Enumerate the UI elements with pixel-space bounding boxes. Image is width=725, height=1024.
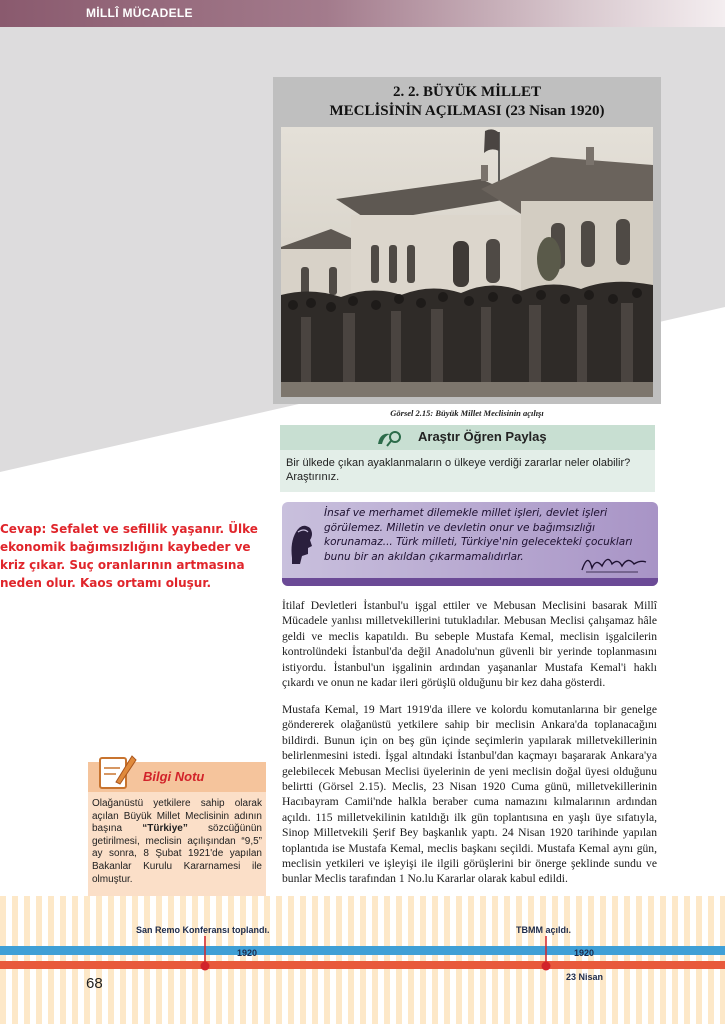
timeline-year-2: 1920 (574, 948, 595, 958)
research-question: Bir ülkede çıkan ayaklanmaların o ülkeye verdiği zararlar neler olabilir? Araştırınız. (286, 457, 631, 483)
section-title-line1: 2. 2. BÜYÜK MİLLET (393, 84, 541, 100)
section-header-title: MİLLÎ MÜCADELE (86, 6, 193, 20)
info-note-header (88, 762, 266, 792)
section-title-line2: MECLİSİNİN AÇILMASI (23 Nisan 1920) (329, 103, 605, 119)
info-note-text (92, 798, 262, 886)
timeline-event-san-remo: San Remo Konferansı toplandı. (136, 925, 270, 935)
page-header-bar (0, 0, 725, 27)
quote-bottom-strip (282, 578, 658, 586)
timeline (0, 896, 725, 1024)
quote-text: İnsaf ve merhamet dilemekle millet işleri, devlet işleri görülemez. Milletin ve devletin onur ve bağımsızlığı korunamaz... Türk milleti, Türkiye'nin gelecekteki çocukları bunu bir an akıldan çıkarmamalıdırlar. (324, 507, 633, 563)
research-header (280, 425, 655, 450)
ataturk-portrait-icon (288, 518, 314, 564)
answer-text: Cevap: Sefalet ve sefillik yaşanır. Ülke ekonomik bağımsızlığını kaybeder ve kriz çıkar. Suç oranlarının artmasına neden olur. Kaos ortamı oluşur. (0, 522, 258, 590)
info-note-highlight: “Türkiye” (142, 823, 188, 835)
timeline-blue-line (0, 946, 725, 955)
assembly-opening-photo (281, 127, 653, 397)
photo-caption: Görsel 2.15: Büyük Millet Meclisinin açılışı (390, 408, 544, 418)
timeline-red-line (0, 961, 725, 969)
ataturk-quote-box (282, 502, 658, 586)
timeline-marker-1 (200, 936, 210, 976)
timeline-marker-2 (541, 936, 551, 976)
info-note-box (88, 762, 266, 896)
body-paragraph-1: İtilaf Devletleri İstanbul'u işgal ettiler ve Mebusan Meclisini basarak Millî Mücadele yanlısı milletvekillerini tutukladılar. Mebusan Meclisi çalışamaz hâle geldi ve meclis kapatıldı. Bu sebeple Mustafa Kemal, meclisin işgalcilerin kontrolündeki İstanbul'da değil Anadolu'nun güvenli bir yerinde toplanmasını istiyordu. İstanbul'un işgalinin ardından yaşananlar Mustafa Kemal'i haklı çıkardı ve onun ne kadar ileri görüşlü olduğunu bir kez daha gösterdi. (282, 599, 657, 690)
photo-frame (273, 127, 661, 404)
notebook-pencil-icon (94, 748, 138, 792)
magnifier-leaf-icon (376, 428, 404, 448)
section-title-box (273, 77, 661, 127)
body-paragraph-2: Mustafa Kemal, 19 Mart 1919'da illere ve kolordu komutanlarına bir genelge göndererek olağanüstü yetkilere sahip bir meclisin Ankara'da toplanacağını bildirdi. Bunun için on beş gün içinde seçimlerin yapılarak milletvekillerinin belirlenmesini istedi. İşgal altındaki İstanbul'dan kaçmayı başararak Ankara'ya gelebilecek Mebusan Meclisi üyelerinin de yeni meclisin doğal üyesi olduğunu belirtti (Görsel 2.15). Meclis, 23 Nisan 1920 Cuma günü, milletvekillerinin Hacıbayram Camii'nde halkla beraber cuma namazını kılmalarının ardından açıldı. 115 milletvekilinin katıldığı ilk gün toplantısına en yaşlı üye sıfatıyla, Sinop Milletvekili Şerif Bey başkanlık yaptı. 24 Nisan 1920 tarihinde yapılan toplantıda ise Mustafa Kemal, meclis başkanı seçildi. Mustafa Kemal aynı gün, meclisin yetkileri ve işleyişi ile ilgili görüşlerini bir önerge şeklinde sundu ve bunlar Meclis tarafından 1 No.lu Kararlar olarak kabul edildi. (282, 703, 657, 886)
timeline-event-tbmm: TBMM açıldı. (516, 925, 572, 935)
info-note-text-after: sözcüğünün getirilmesi, meclisin açılışından “9,5” ay sonra, 8 Şubat 1921'de yapılan Bakanlar Kurulu Kararnamesi ile olmuştur. (92, 823, 262, 885)
research-box (280, 425, 655, 492)
info-note-title: Bilgi Notu (143, 769, 205, 784)
timeline-date-23-nisan: 23 Nisan (566, 972, 604, 982)
research-title: Araştır Öğren Paylaş (418, 429, 547, 444)
page-number: 68 (86, 975, 103, 992)
ataturk-signature (578, 548, 650, 576)
timeline-year-1: 1920 (237, 948, 258, 958)
info-note-text-before: Olağanüstü yetkilere sahip olarak açılan Büyük Millet Meclisinin adının başına (92, 798, 262, 835)
